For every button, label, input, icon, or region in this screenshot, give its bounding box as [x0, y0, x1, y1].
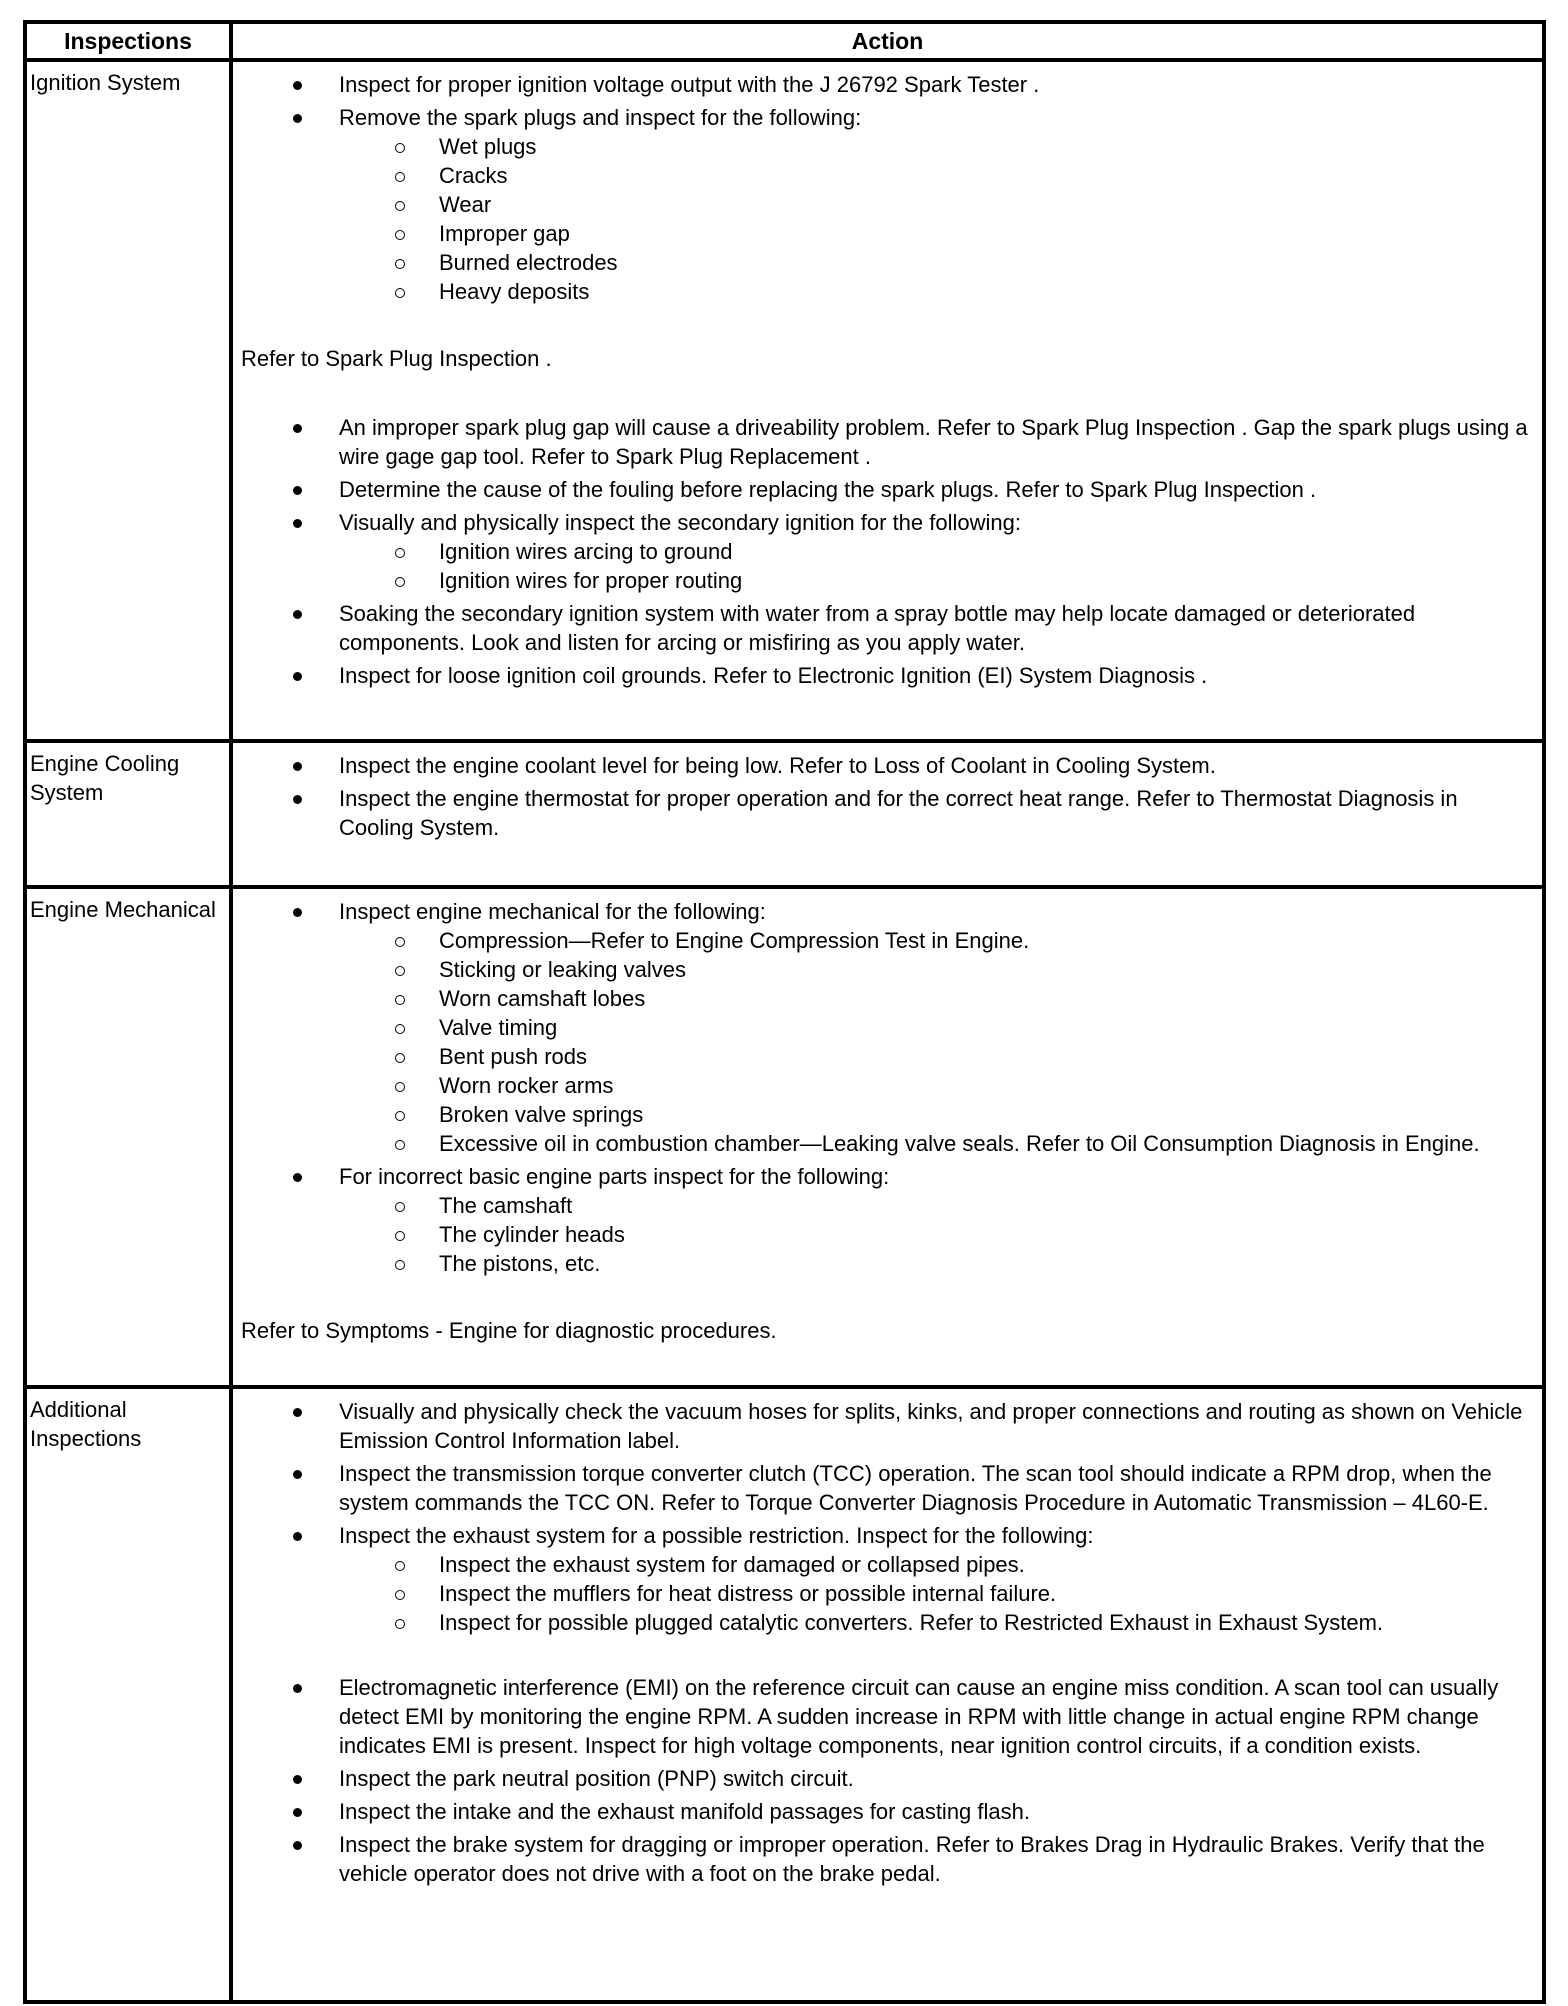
sub-item: Improper gap — [241, 219, 1536, 248]
sub-item: Inspect the exhaust system for damaged or collapsed pipes. — [241, 1550, 1536, 1579]
table-row — [25, 60, 1544, 741]
bullet-list — [241, 751, 1536, 842]
bullet-text: Inspect the engine coolant level for being low. Refer to Loss of Coolant in Cooling System. — [339, 753, 1216, 778]
action-content — [233, 743, 1542, 842]
bullet-item — [241, 1397, 1536, 1455]
bullet-text: Remove the spark plugs and inspect for the following: — [339, 105, 862, 130]
bullet-text: Inspect the engine thermostat for proper operation and for the correct heat range. Refer to Thermostat Diagnosis in Cooling System. — [339, 786, 1458, 840]
bullet-text: Visually and physically inspect the secondary ignition for the following: — [339, 510, 1021, 535]
bullet-text: An improper spark plug gap will cause a driveability problem. Refer to Spark Plug Inspection . Gap the spark plugs using a wire gage gap tool. Refer to Spark Plug Replacement . — [339, 415, 1528, 469]
sub-list — [241, 1191, 1536, 1278]
bullet-item — [241, 1797, 1536, 1826]
bullet-text: Inspect the intake and the exhaust manifold passages for casting flash. — [339, 1799, 1030, 1824]
sub-item: Wear — [241, 190, 1536, 219]
action-content — [233, 62, 1542, 690]
sub-item: Valve timing — [241, 1013, 1536, 1042]
sub-item: Worn camshaft lobes — [241, 984, 1536, 1013]
inspection-label: Additional Inspections — [30, 1397, 142, 1451]
action-cell — [231, 60, 1544, 741]
inspection-label: Ignition System — [30, 70, 181, 95]
bullet-item — [241, 599, 1536, 657]
inspection-label: Engine Mechanical — [30, 897, 216, 922]
bullet-text: Visually and physically check the vacuum hoses for splits, kinks, and proper connections and routing as shown on Vehicle Emission Control Information label. — [339, 1399, 1523, 1453]
bullet-text: For incorrect basic engine parts inspect for the following: — [339, 1164, 890, 1189]
sub-item: The camshaft — [241, 1191, 1536, 1220]
bullet-item — [241, 1830, 1536, 1888]
sub-item: The pistons, etc. — [241, 1249, 1536, 1278]
action-cell — [231, 887, 1544, 1387]
action-cell — [231, 741, 1544, 887]
inspections-table — [23, 20, 1546, 2004]
action-content — [233, 1389, 1542, 1888]
action-content — [233, 889, 1542, 1345]
reference-note: Refer to Spark Plug Inspection . — [241, 346, 552, 371]
bullet-text: Determine the cause of the fouling before replacing the spark plugs. Refer to Spark Plug Inspection . — [339, 477, 1317, 502]
bullet-text: Electromagnetic interference (EMI) on the reference circuit can cause an engine miss condition. A scan tool can usually detect EMI by monitoring the engine RPM. A sudden increase in RPM with little change in actual engine RPM change indicates EMI is present. Inspect for high voltage components, near ignition control circuits, if a condition exists. — [339, 1675, 1499, 1758]
sub-item: Wet plugs — [241, 132, 1536, 161]
bullet-item — [241, 1764, 1536, 1793]
bullet-item — [241, 1162, 1536, 1278]
header-row — [25, 22, 1544, 60]
bullet-list — [241, 1673, 1536, 1888]
sub-list — [241, 132, 1536, 306]
sub-item: Worn rocker arms — [241, 1071, 1536, 1100]
header-inspections: Inspections — [25, 22, 231, 60]
bullet-text: Soaking the secondary ignition system with water from a spray bottle may help locate damaged or deteriorated components. Look and listen for arcing or misfiring as you apply water. — [339, 601, 1416, 655]
sub-item: Ignition wires arcing to ground — [241, 537, 1536, 566]
bullet-list — [241, 897, 1536, 1278]
sub-item: Burned electrodes — [241, 248, 1536, 277]
bullet-item — [241, 784, 1536, 842]
sub-item: Compression—Refer to Engine Compression Test in Engine. — [241, 926, 1536, 955]
bullet-item — [241, 70, 1536, 99]
action-cell — [231, 1387, 1544, 2002]
bullet-item — [241, 1673, 1536, 1760]
inspection-cell — [25, 741, 231, 887]
inspection-cell — [25, 1387, 231, 2002]
table-row — [25, 887, 1544, 1387]
bullet-text: Inspect for loose ignition coil grounds. Refer to Electronic Ignition (EI) System Diagnosis . — [339, 663, 1208, 688]
sub-item: The cylinder heads — [241, 1220, 1536, 1249]
inspection-cell — [25, 887, 231, 1387]
bullet-list — [241, 1397, 1536, 1637]
bullet-item — [241, 475, 1536, 504]
bullet-list — [241, 70, 1536, 306]
bullet-text: Inspect the exhaust system for a possible restriction. Inspect for the following: — [339, 1523, 1094, 1548]
bullet-item — [241, 103, 1536, 306]
header-action: Action — [231, 22, 1544, 60]
bullet-item — [241, 661, 1536, 690]
bullet-text: Inspect the brake system for dragging or improper operation. Refer to Brakes Drag in Hydraulic Brakes. Verify that the vehicle operator does not drive with a foot on the brake pedal. — [339, 1832, 1485, 1886]
bullet-text: Inspect for proper ignition voltage output with the J 26792 Spark Tester . — [339, 72, 1040, 97]
sub-item: Bent push rods — [241, 1042, 1536, 1071]
bullet-item — [241, 1459, 1536, 1517]
sub-item: Inspect the mufflers for heat distress or possible internal failure. — [241, 1579, 1536, 1608]
bullet-item — [241, 413, 1536, 471]
bullet-item — [241, 897, 1536, 1158]
table-row — [25, 1387, 1544, 2002]
bullet-item — [241, 508, 1536, 595]
sub-item: Ignition wires for proper routing — [241, 566, 1536, 595]
bullet-text: Inspect engine mechanical for the following: — [339, 899, 766, 924]
reference-note: Refer to Symptoms - Engine for diagnostic procedures. — [241, 1318, 777, 1343]
bullet-item — [241, 1521, 1536, 1637]
bullet-list — [241, 413, 1536, 690]
sub-list — [241, 537, 1536, 595]
sub-list — [241, 926, 1536, 1158]
sub-item: Heavy deposits — [241, 277, 1536, 306]
sub-list — [241, 1550, 1536, 1637]
sub-item: Broken valve springs — [241, 1100, 1536, 1129]
bullet-text: Inspect the transmission torque converter clutch (TCC) operation. The scan tool should indicate a RPM drop, when the system commands the TCC ON. Refer to Torque Converter Diagnosis Procedure in Automatic Transmission – 4L60-E. — [339, 1461, 1492, 1515]
inspection-cell — [25, 60, 231, 741]
bullet-item — [241, 751, 1536, 780]
sub-item: Cracks — [241, 161, 1536, 190]
sub-item: Sticking or leaking valves — [241, 955, 1536, 984]
sub-item: Inspect for possible plugged catalytic converters. Refer to Restricted Exhaust in Exhaust System. — [241, 1608, 1536, 1637]
table-row — [25, 741, 1544, 887]
inspection-label: Engine Cooling System — [30, 751, 180, 805]
sub-item: Excessive oil in combustion chamber—Leaking valve seals. Refer to Oil Consumption Diagnosis in Engine. — [241, 1129, 1536, 1158]
bullet-text: Inspect the park neutral position (PNP) switch circuit. — [339, 1766, 854, 1791]
